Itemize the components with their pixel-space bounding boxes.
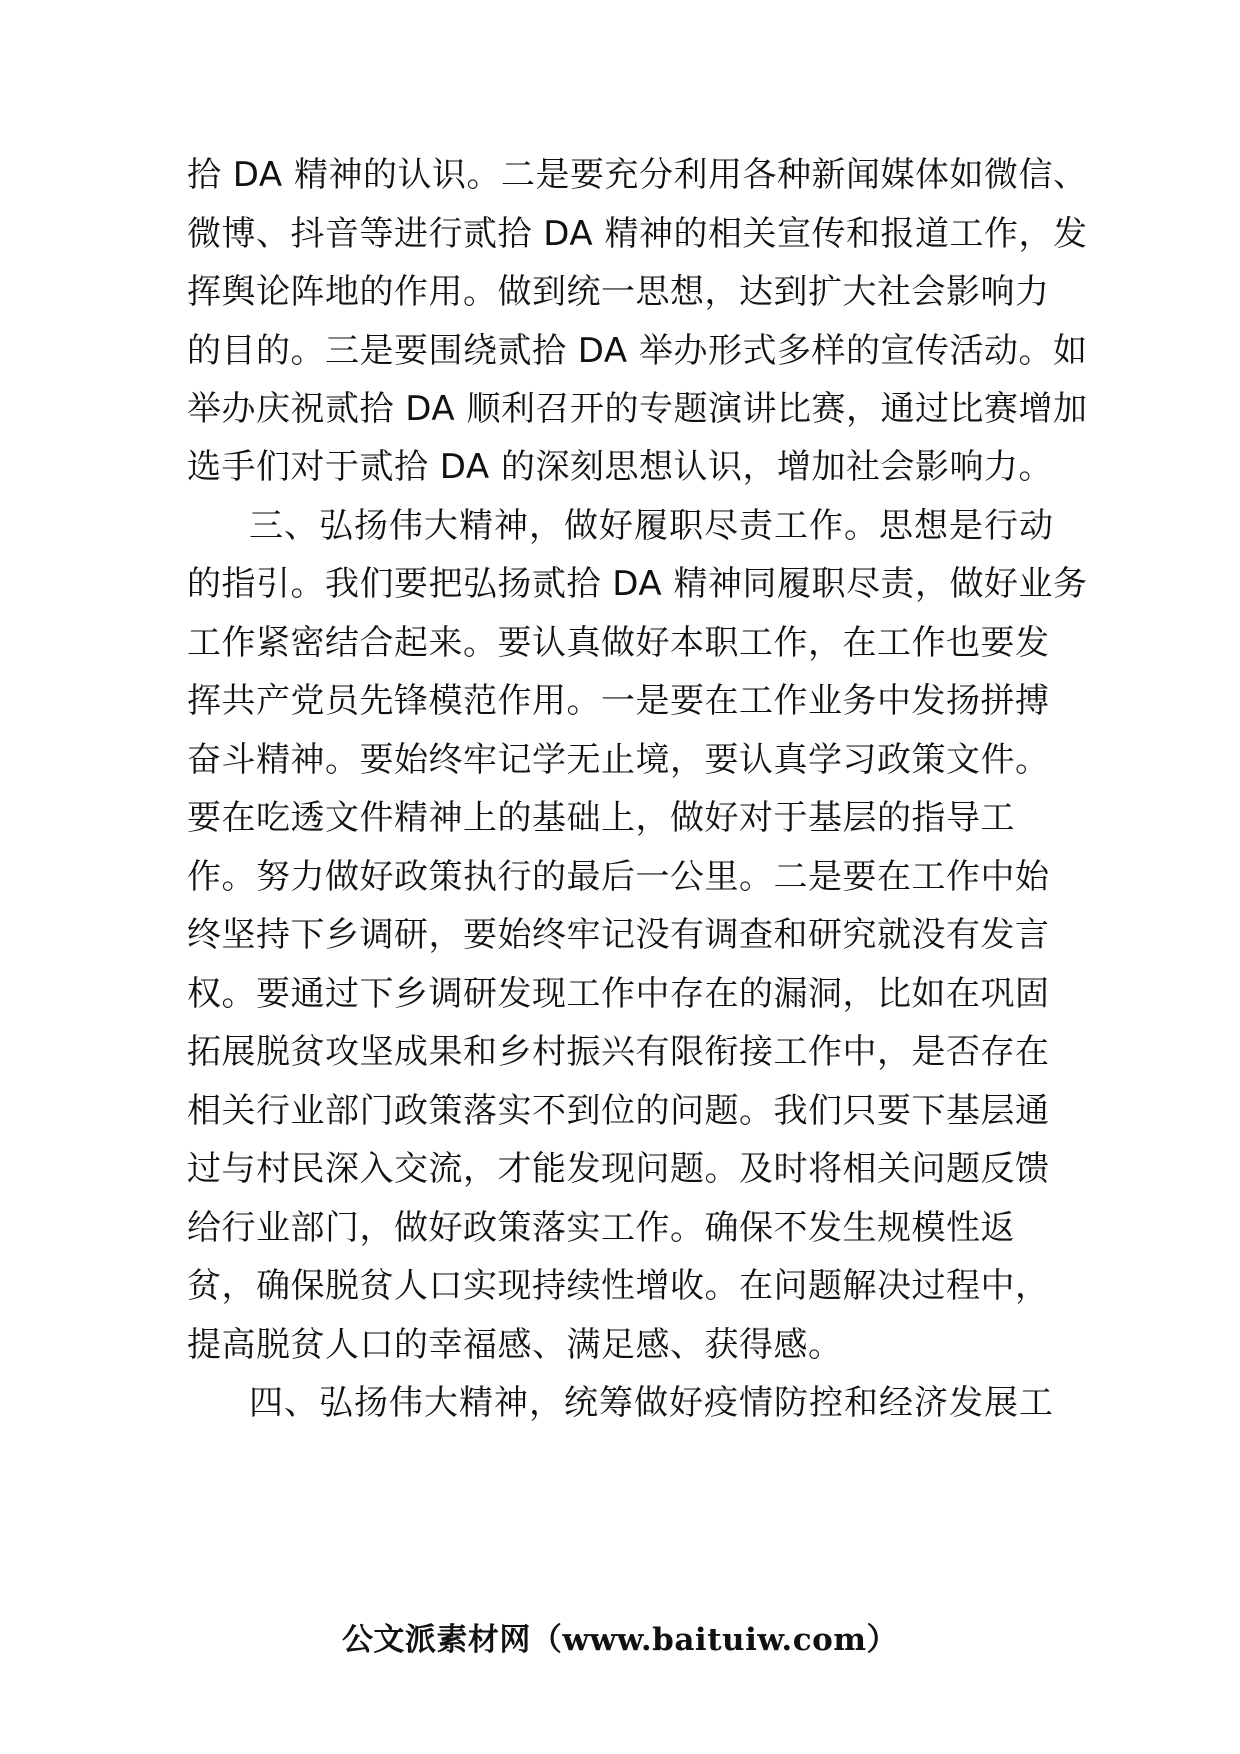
body-line: 的指引。我们要把弘扬贰拾 DA 精神同履职尽责，做好业务: [187, 564, 1088, 604]
section-heading-three: 三、弘扬伟大精神，做好履职尽责工作。思想是行动: [249, 506, 1054, 546]
body-line: 要在吃透文件精神上的基础上，做好对于基层的指导工: [187, 798, 1015, 838]
body-line: 过与村民深入交流，才能发现问题。及时将相关问题反馈: [187, 1149, 1050, 1189]
body-line: 挥舆论阵地的作用。做到统一思想，达到扩大社会影响力: [187, 272, 1050, 312]
body-line: 拓展脱贫攻坚成果和乡村振兴有限衔接工作中，是否存在: [187, 1032, 1050, 1072]
body-line: 拾 DA 精神的认识。二是要充分利用各种新闻媒体如微信、: [187, 155, 1088, 195]
body-line: 挥共产党员先锋模范作用。一是要在工作业务中发扬拼搏: [187, 681, 1050, 721]
body-line: 的目的。三是要围绕贰拾 DA 举办形式多样的宣传活动。如: [187, 331, 1088, 371]
body-line: 相关行业部门政策落实不到位的问题。我们只要下基层通: [187, 1091, 1050, 1131]
body-line: 给行业部门，做好政策落实工作。确保不发生规模性返: [187, 1208, 1015, 1248]
body-line: 提高脱贫人口的幸福感、满足感、获得感。: [187, 1325, 843, 1365]
section-heading-four: 四、弘扬伟大精神，统筹做好疫情防控和经济发展工: [249, 1383, 1054, 1423]
body-line: 作。努力做好政策执行的最后一公里。二是要在工作中始: [187, 857, 1050, 897]
page-footer-watermark: 公文派素材网（www.baituiw.com）: [341, 1622, 899, 1658]
body-line: 工作紧密结合起来。要认真做好本职工作，在工作也要发: [187, 623, 1050, 663]
body-line: 贫，确保脱贫人口实现持续性增收。在问题解决过程中，: [187, 1266, 1050, 1306]
body-line: 权。要通过下乡调研发现工作中存在的漏洞，比如在巩固: [187, 974, 1050, 1014]
body-line: 微博、抖音等进行贰拾 DA 精神的相关宣传和报道工作，发: [187, 214, 1088, 254]
body-line: 终坚持下乡调研，要始终牢记没有调查和研究就没有发言: [187, 915, 1050, 955]
body-line: 举办庆祝贰拾 DA 顺利召开的专题演讲比赛，通过比赛增加: [187, 389, 1088, 429]
body-line: 奋斗精神。要始终牢记学无止境，要认真学习政策文件。: [187, 740, 1050, 780]
body-line: 选手们对于贰拾 DA 的深刻思想认识，增加社会影响力。: [187, 447, 1053, 487]
